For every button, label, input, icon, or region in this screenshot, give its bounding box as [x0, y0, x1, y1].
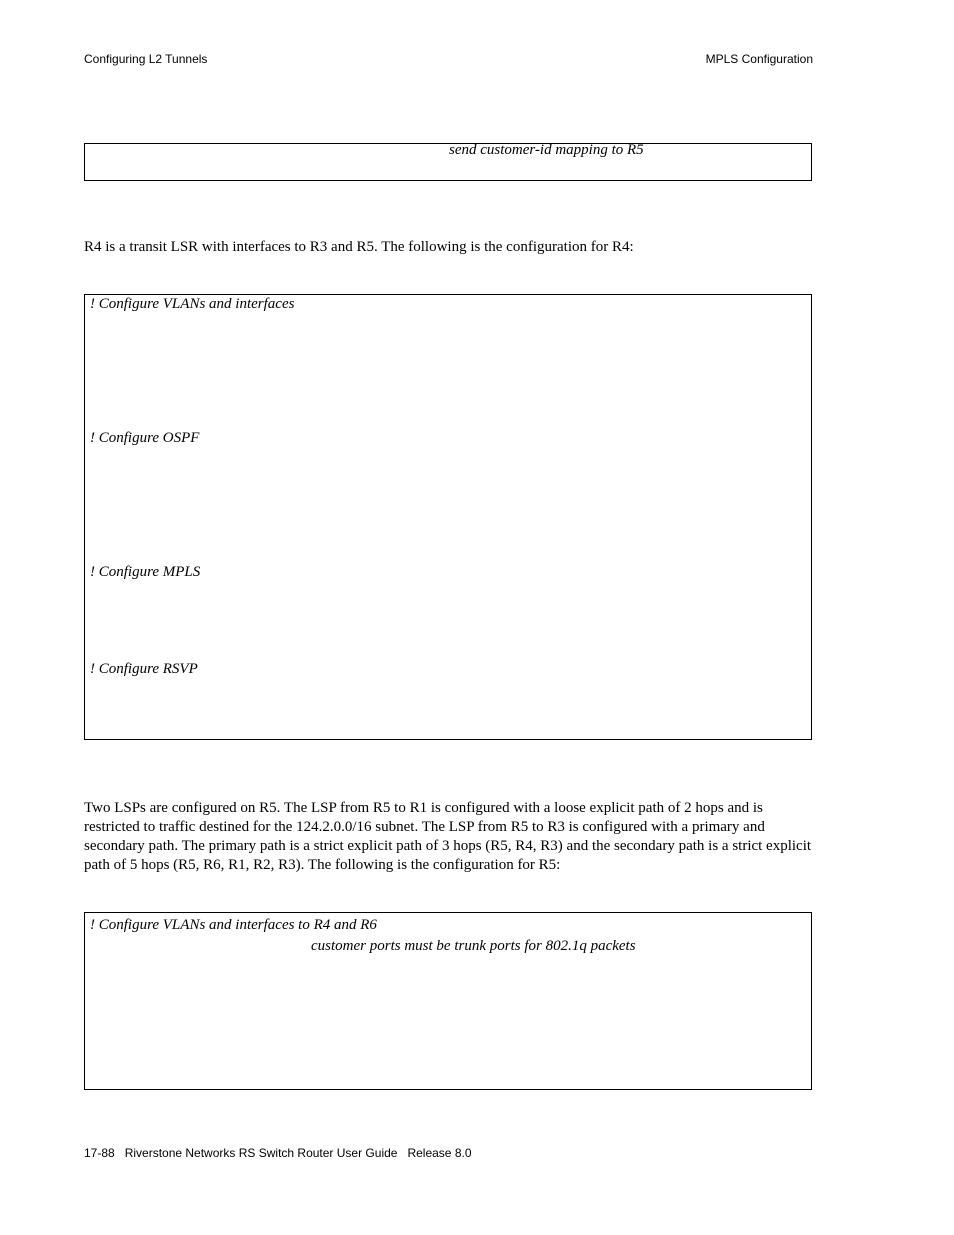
config-comment-trunk-ports: customer ports must be trunk ports for 802.1q packets	[311, 938, 636, 954]
paragraph-r4-intro: R4 is a transit LSR with interfaces to R3 and R5. The following is the configuration for R4:	[84, 239, 634, 255]
config-box-r4	[84, 294, 812, 740]
page-footer: 17-88 Riverstone Networks RS Switch Router User Guide Release 8.0	[84, 1146, 472, 1160]
config-comment-rsvp: ! Configure RSVP	[90, 661, 198, 677]
config-box-r5	[84, 912, 812, 1090]
running-header-left: Configuring L2 Tunnels	[84, 52, 208, 66]
config-box-r3-tail	[84, 143, 812, 181]
config-comment-vlans: ! Configure VLANs and interfaces	[90, 296, 295, 312]
config-comment-vlans-r5: ! Configure VLANs and interfaces to R4 and R6	[90, 917, 377, 933]
config-comment: send customer-id mapping to R5	[449, 142, 644, 158]
config-comment-mpls: ! Configure MPLS	[90, 564, 201, 580]
paragraph-r5-intro: Two LSPs are configured on R5. The LSP from R5 to R1 is configured with a loose explicit path of 2 hops and is restricted to traffic destined for the 124.2.0.0/16 subnet. The LSP from R5 to R3 is configured with a primary and secondary path. The primary path is a strict explicit path of 3 hops (R5, R4, R3) and the secondary path is a strict explicit path of 5 hops (R5, R6, R1, R2, R3). The following is the configuration for R5:	[84, 800, 812, 873]
running-header-right: MPLS Configuration	[705, 52, 813, 66]
config-comment-ospf: ! Configure OSPF	[90, 430, 200, 446]
